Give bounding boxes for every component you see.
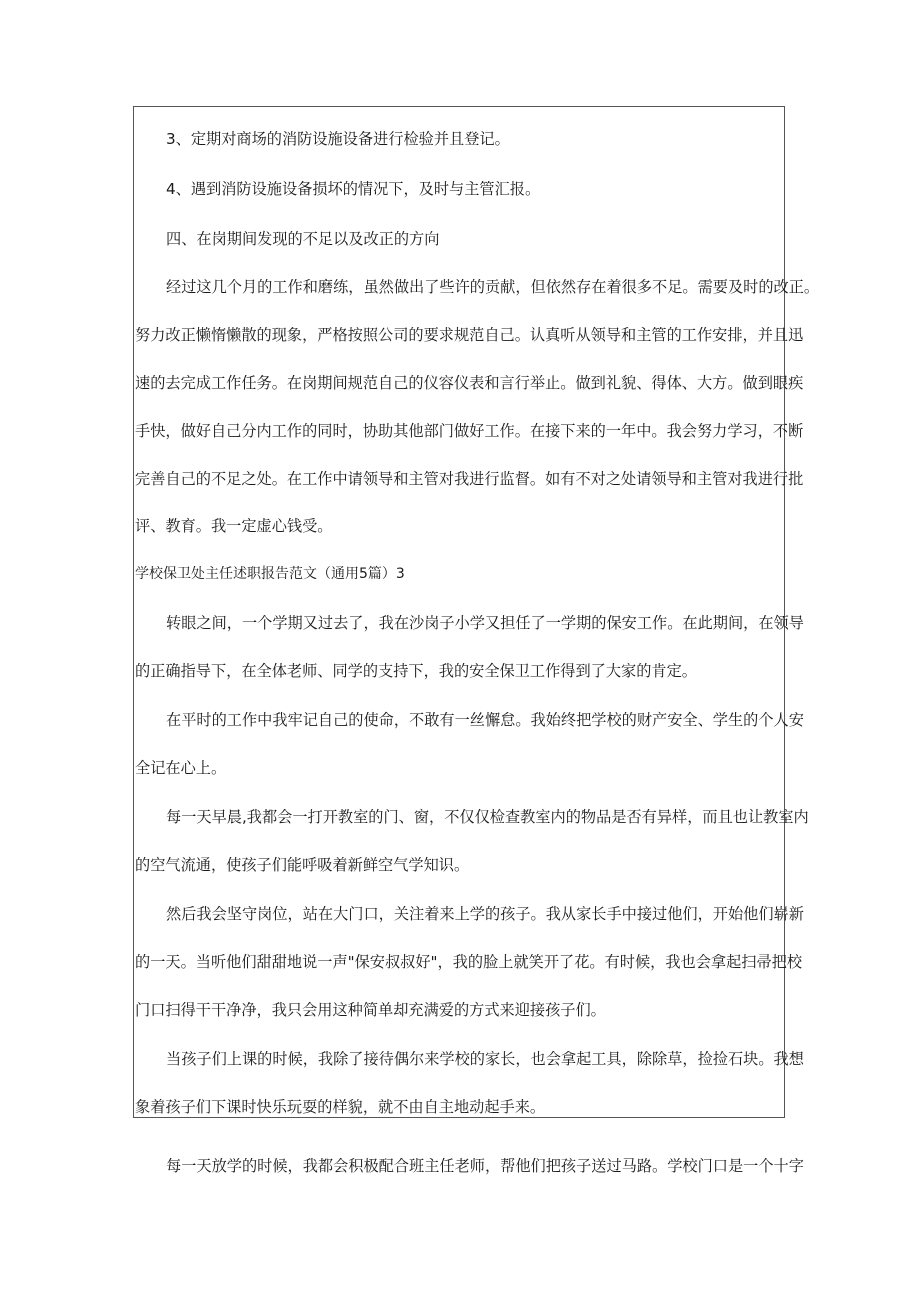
paragraph-line: 努力改正懒惰懒散的现象，严格按照公司的要求规范自己。认真听从领导和主管的工作安排，并且迅 xyxy=(135,326,804,344)
paragraph-line: 评、教育。我一定虚心钱受。 xyxy=(135,517,333,535)
paragraph-line: 象着孩子们下课时快乐玩耍的样貌，就不由自主地动起手来。 xyxy=(135,1098,546,1116)
article-title: 学校保卫处主任述职报告范文（通用5篇）3 xyxy=(135,566,405,582)
list-item-4: 4、遇到消防设施设备损坏的情况下，及时与主管汇报。 xyxy=(166,180,541,198)
paragraph-line: 当孩子们上课的时候，我除了接待偶尔来学校的家长，也会拿起工具，除除草，捡捡石块。我想 xyxy=(166,1050,804,1068)
paragraph-line: 全记在心上。 xyxy=(135,759,227,777)
paragraph-line: 速的去完成工作任务。在岗期间规范自己的仪容仪表和言行举止。做到礼貌、得体、大方。做到眼疾 xyxy=(135,374,804,392)
paragraph-line: 手快，做好自己分内工作的同时，协助其他部门做好工作。在接下来的一年中。我会努力学习，不断 xyxy=(135,422,804,440)
paragraph-line: 在平时的工作中我牢记自己的使命，不敢有一丝懈怠。我始终把学校的财产安全、学生的个人安 xyxy=(166,711,804,729)
list-item-3: 3、定期对商场的消防设施设备进行检验并且登记。 xyxy=(166,130,510,148)
paragraph-line: 完善自己的不足之处。在工作中请领导和主管对我进行监督。如有不对之处请领导和主管对我进行批 xyxy=(135,470,804,488)
paragraph-line: 每一天放学的时候，我都会积极配合班主任老师，帮他们把孩子送过马路。学校门口是一个十字 xyxy=(166,1157,804,1175)
paragraph-line: 的正确指导下，在全体老师、同学的支持下，我的安全保卫工作得到了大家的肯定。 xyxy=(135,662,697,680)
paragraph-line: 的空气流通，使孩子们能呼吸着新鲜空气学知识。 xyxy=(135,856,470,874)
paragraph-line: 每一天早晨,我都会一打开教室的门、窗，不仅仅检查教室内的物品是否有异样，而且也让教室内 xyxy=(166,808,809,826)
paragraph-line: 然后我会坚守岗位，站在大门口，关注着来上学的孩子。我从家长手中接过他们，开始他们崭新 xyxy=(166,905,804,923)
paragraph-line: 经过这几个月的工作和磨练，虽然做出了些许的贡献，但依然存在着很多不足。需要及时的改正。 xyxy=(166,278,820,296)
paragraph-line: 门口扫得干干净净，我只会用这种简单却充满爱的方式来迎接孩子们。 xyxy=(135,1001,606,1019)
section-heading-4: 四、在岗期间发现的不足以及改正的方向 xyxy=(166,230,440,248)
paragraph-line: 转眼之间，一个学期又过去了，我在沙岗子小学又担任了一学期的保安工作。在此期间，在领导 xyxy=(166,614,804,632)
paragraph-line: 的一天。当听他们甜甜地说一声"保安叔叔好"，我的脸上就笑开了花。有时候，我也会拿起扫帚把校 xyxy=(135,953,803,971)
